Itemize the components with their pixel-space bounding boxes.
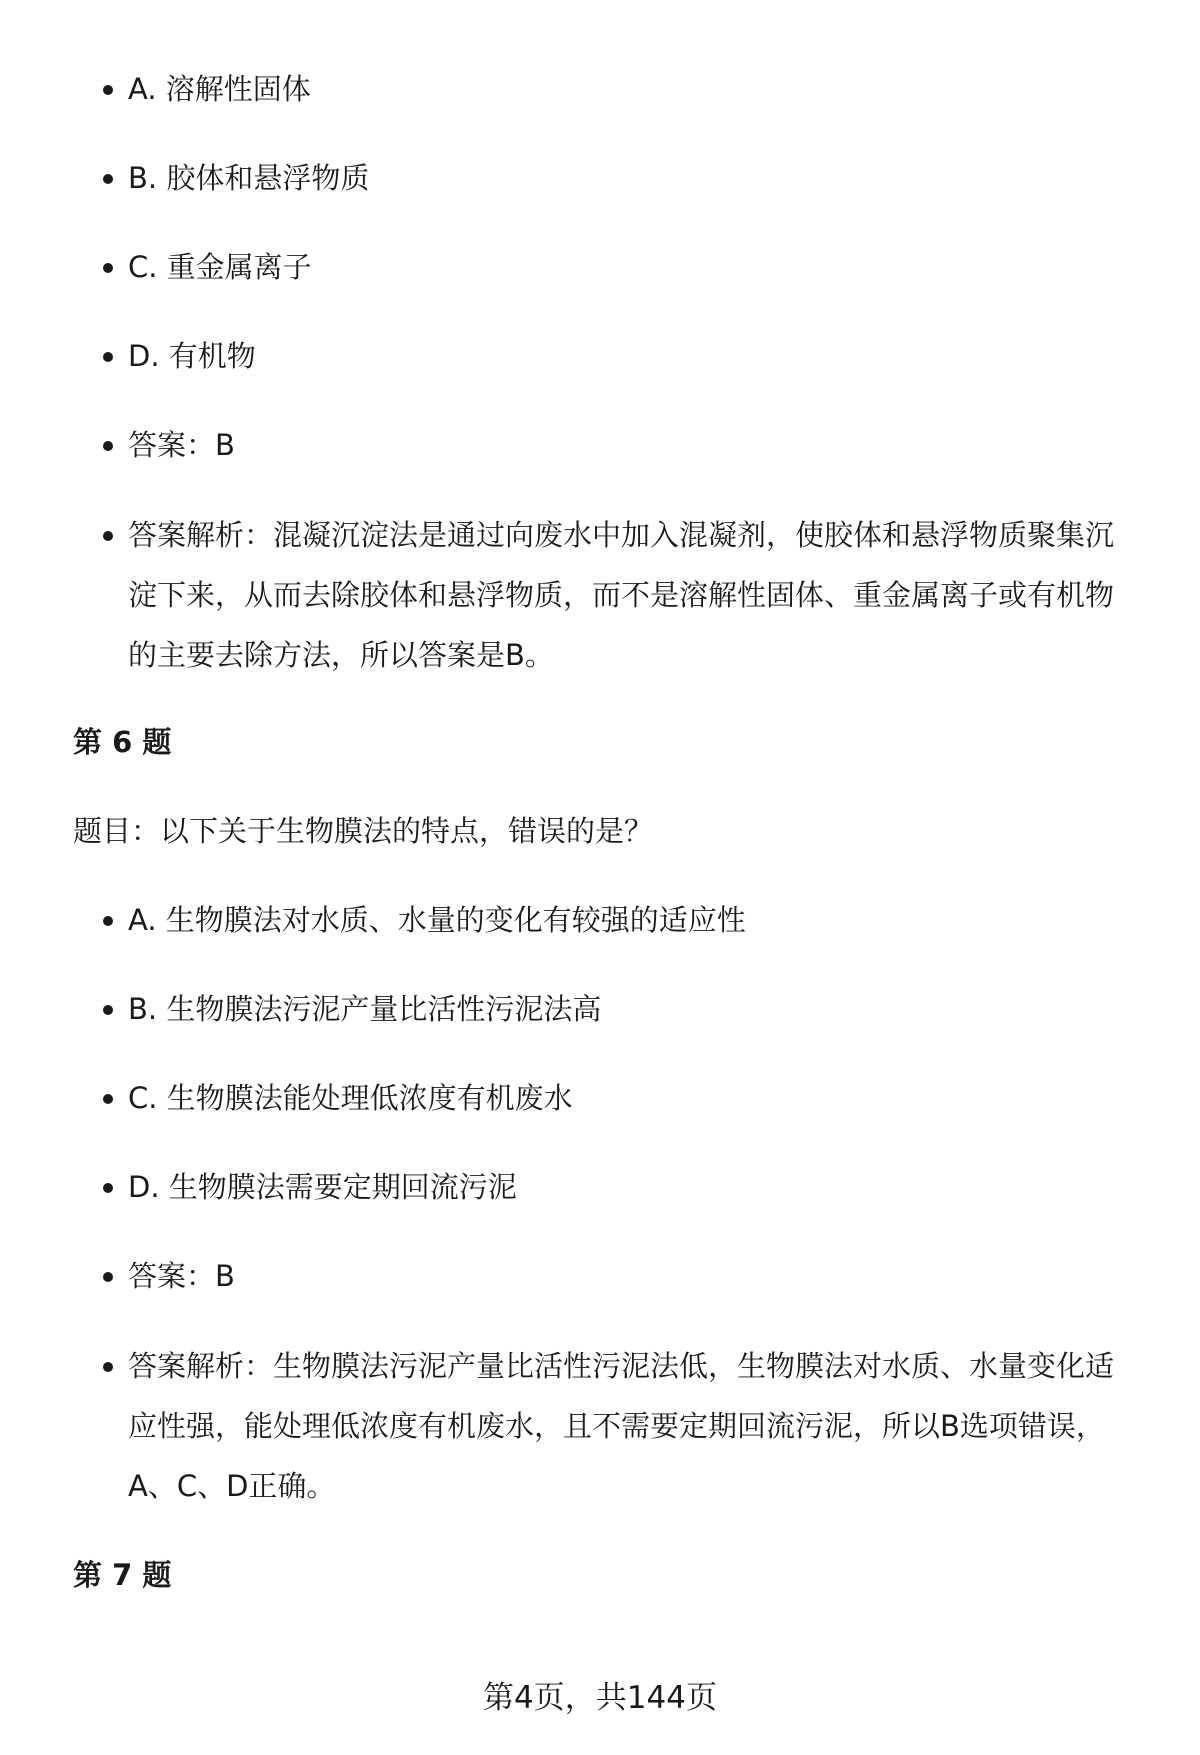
answer: 答案：B xyxy=(128,1246,1138,1306)
question-6-heading: 第 6 题 xyxy=(73,725,172,759)
page-number: 第4页，共144页 xyxy=(483,1680,717,1716)
option-d: D. 有机物 xyxy=(128,326,1138,386)
option-b: B. 胶体和悬浮物质 xyxy=(128,148,1138,208)
question-7-heading: 第 7 题 xyxy=(73,1558,172,1592)
option-c: C. 重金属离子 xyxy=(128,237,1138,297)
option-d: D. 生物膜法需要定期回流污泥 xyxy=(128,1157,1138,1217)
option-a: A. 生物膜法对水质、水量的变化有较强的适应性 xyxy=(128,890,1138,950)
answer-analysis: 答案解析：生物膜法污泥产量比活性污泥法低，生物膜法对水质、水量变化适应性强，能处理低浓度有机废水，且不需要定期回流污泥，所以B选项错误，A、C、D正确。 xyxy=(128,1336,1138,1516)
option-c: C. 生物膜法能处理低浓度有机废水 xyxy=(128,1068,1138,1128)
question-6-stem: 题目：以下关于生物膜法的特点，错误的是？ xyxy=(73,814,654,848)
answer: 答案：B xyxy=(128,415,1138,475)
option-b: B. 生物膜法污泥产量比活性污泥法高 xyxy=(128,979,1138,1039)
option-a: A. 溶解性固体 xyxy=(128,59,1138,119)
answer-analysis: 答案解析：混凝沉淀法是通过向废水中加入混凝剂，使胶体和悬浮物质聚集沉淀下来，从而去除胶体和悬浮物质，而不是溶解性固体、重金属离子或有机物的主要去除方法，所以答案是B。 xyxy=(128,505,1138,685)
